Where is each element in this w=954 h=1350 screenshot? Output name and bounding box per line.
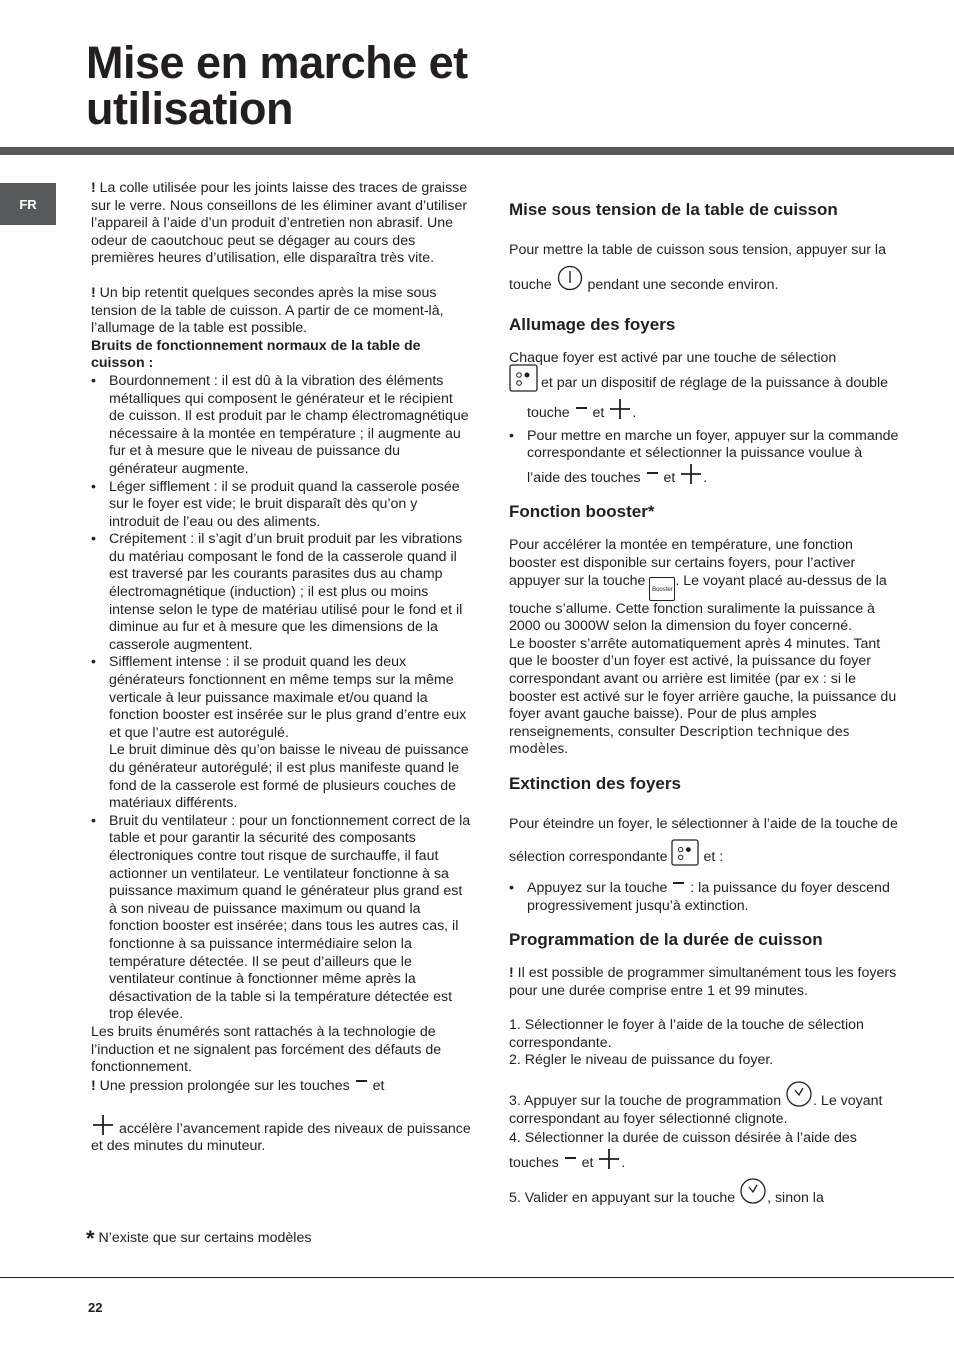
power-on-text [509,235,899,300]
list-item [509,880,899,915]
list-item-text: Crépitement : il s’agit d’un bruit produit par les vibrations du matériau composant le fond de la casserole quand il est traversé par les courants parasites dus au champ électromagnétique (induction) ; il est plus ou moins intense selon le type de matériau utilisé pour le fond et il diminue au fur et à mesure que les dimensions de la casserole augmentent. [109,531,463,653]
list-item: • Pour mettre en marche un foyer, appuyer sur la commande correspondante et sélectionner la puissance voulue à l’aide des touches et . [509,428,899,488]
booster-ref: Description technique des modèles [509,724,850,758]
asterisk-mark: * [86,1226,95,1251]
timer-step-5-a: 5. Valider en appuyant sur la touche [509,1190,736,1207]
page-title [86,37,468,134]
booster-icon [649,577,675,601]
timer-note [509,965,899,1000]
timer-step-5 [509,1177,899,1208]
left-column [91,180,471,1156]
noise-heading: Bruits de fonctionnement normaux de la table de cuisson : [91,337,421,372]
warning-mark: ! [91,1077,100,1094]
footnote [86,1226,311,1252]
plus-icon [609,398,631,420]
glue-warning-text: La colle utilisée pour les joints laisse des traces de graisse sur le verre. Nous conseillons de les éliminer avant d’utiliser l’appareil à l’aide d’un produit d’entretien non abrasif. Une odeur de caoutchouc peut se dégager au cours des premières heures d’utilisation, elle disparaîtra très vite. [91,180,468,267]
booster-text [509,537,899,635]
zone-on-list [509,428,899,488]
power-on-text-a: Pour mettre la table de cuisson sous tension, appuyer sur la touche [509,242,886,293]
timer-step-2: 2. Régler le niveau de puissance du foyer. [509,1052,774,1069]
heading-zone-off: Extinction des foyers [509,773,681,793]
long-press-text-c: accélère l’avancement rapide des niveaux de puissance et des minutes du minuteur. [91,1120,471,1155]
timer-icon [785,1080,813,1108]
zone-select-icon [671,839,699,866]
zone-off-text-a: Pour éteindre un foyer, le sélectionner à l’aide de la touche de sélection correspondante [509,815,898,865]
minus-icon [647,472,658,474]
long-press-text-a: Une pression prolongée sur les touches [99,1077,350,1094]
list-item [91,813,471,1024]
list-item [91,531,471,654]
list-item-text-b: : la puissance du foyer descend progressivement jusqu’à extinction. [527,879,890,914]
glue-warning [91,180,471,268]
list-item-text: Pour mettre en marche un foyer, appuyer sur la commande correspondante et sélectionner la puissance voulue à l’aide des touches [527,427,899,486]
list-item-text-extra: Le bruit diminue dès qu’on baisse le niveau de puissance du générateur autorégulé; il est plus manifeste quand le fond de la casserole est formé de plusieurs couches de matériaux différents. [109,742,469,812]
list-item [91,654,471,812]
list-item-and: et [663,469,676,486]
minus-icon [565,1157,576,1159]
plus-icon [92,1114,114,1136]
zone-off-text [509,809,899,872]
title-line-1: Mise en marche et [86,37,468,88]
list-item [91,373,471,479]
long-press-note-cont [91,1114,471,1156]
timer-step-1: 1. Sélectionner le foyer à l’aide de la touche de sélection correspondante. [509,1017,864,1051]
beep-note [91,285,471,338]
timer-step-3 [509,1080,899,1128]
power-on-text-b: pendant une seconde environ. [587,277,779,293]
long-press-and: et [372,1077,385,1094]
minus-icon [576,407,587,409]
heading-zone-on: Allumage des foyers [509,315,676,334]
timer-step-4: 4. Sélectionner la durée de cuisson désirée à l’aide des touches et . [509,1130,857,1172]
heading-power-on: Mise sous tension de la table de cuisson [509,200,838,219]
timer-icon [739,1177,767,1205]
booster-text-b: . Le voyant placé au-dessus de la touche s’allume. Cette fonction suralimente la puissance à 2000 ou 3000W selon la dimension du foyer concerné. [509,572,887,635]
zone-off-text-b: et : [703,848,724,865]
booster-text-c: Le booster s’arrête automatiquement après 4 minutes. Tant que le booster d’un foyer est activé, la puissance du foyer correspondant avant ou arrière est limitée (par ex : si le booster est activé sur le foyer arrière gauche, la puissance du foyer avant gauche baisse). Pour de plus amples renseignements, consulter [509,635,897,740]
timer-step-4-and: et [581,1155,594,1172]
list-item-text: Léger sifflement : il se produit quand la casserole posée sur le foyer est vide; le bruit disparaît dès qu’on y introduit de l’eau ou des aliments. [109,478,460,530]
warning-mark: ! [91,180,100,196]
zone-on-text-1: Chaque foyer est activé par une touche de sélection [509,350,837,366]
list-item-text: Appuyez sur la touche [527,879,668,896]
warning-mark: ! [91,284,100,301]
zone-on-and: et [592,404,605,421]
zone-off-list [509,880,899,915]
zone-select-icon [509,364,538,392]
minus-icon [673,882,684,884]
footnote-text: N’existe que sur certains modèles [98,1230,312,1246]
zone-on-text-b: et par un dispositif de réglage de la puissance à double touche [527,374,889,421]
heading-timer: Programmation de la durée de cuisson [509,930,823,950]
warning-mark: ! [509,965,518,982]
timer-step-3-b: . Le voyant correspondant au foyer sélectionné clignote. [509,1093,883,1127]
list-item [91,479,471,532]
timer-step-3-a: 3. Appuyer sur la touche de programmation [509,1093,782,1110]
plus-icon [598,1148,620,1170]
language-tab: FR [0,183,56,225]
booster-icon-label: Booster [652,586,673,593]
heading-booster: Fonction booster* [509,502,655,522]
beep-note-text: Un bip retentit quelques secondes après la mise sous tension de la table de cuisson. A partir de ce moment-là, l’allumage de la table est possible. [91,284,444,337]
timer-step-5-b: , sinon la [767,1190,824,1207]
right-column [509,199,899,1208]
list-item-text: Bruit du ventilateur : pour un fonctionnement correct de la table et pour garantir la sécurité des composants électroniques contre tout risque de surchauffe, il faut actionner un ventilateur. Le ventilateur fonctionne à sa puissance maximum quand le générateur plus grand est à son niveau de puissance maximum ou quand la fonction booster est insérée; dans tous les autres cas, il fonctionne à sa puissance intermédiaire selon la température détectée. Il se peut d’ailleurs que le ventilateur continue à fonctionner même après la désactivation de la table si la température détectée est trop élevée. [109,812,471,1023]
long-press-note [91,1077,471,1096]
booster-text-a: Pour accélérer la montée en température, une fonction booster est disponible sur certains foyers, pour l’activer appuyer sur la touche [509,537,856,589]
plus-icon [680,463,702,485]
power-icon [556,265,584,291]
timer-note-text: Il est possible de programmer simultanément tous les foyers pour une durée comprise entre 1 et 99 minutes. [509,965,897,999]
noise-list [91,373,471,1024]
booster-text-2: Le booster s’arrête automatiquement après 4 minutes. Tant que le booster d’un foyer est activé, la puissance du foyer correspondant avant ou arrière est limitée (par ex : si le booster est activé sur le foyer arrière gauche, la puissance du foyer avant gauche baisse). Pour de plus amples renseignements, consulter Description technique des modèles. [509,635,897,758]
list-item-text: Bourdonnement : il est dû à la vibration des éléments métalliques qui composent le générateur et le récipient de cuisson. Il est produit par le champ électromagnétique nécessaire à la montée en température ; il augmente au fur et à mesure que le niveau de puissance du générateur augmente. [109,372,469,477]
title-line-2: utilisation [86,83,293,134]
minus-icon [356,1080,367,1082]
footer-rule [0,1277,954,1278]
list-item-text: Sifflement intense : il se produit quand les deux générateurs fonctionnent en même temps sur la même verticale à leur puissance maximale et/ou quand la fonction booster est insérée sur le plus grand d’entre eux et que l’autre est autorégulé. [109,654,467,741]
title-rule [0,147,954,155]
zone-on-text-2: et par un dispositif de réglage de la puissance à double touche et . [509,368,899,428]
noise-conclusion: Les bruits énumérés sont rattachés à la technologie de l’induction et ne signalent pas forcément des défauts de fonctionnement. [91,1023,442,1076]
timer-step-4-a: 4. Sélectionner la durée de cuisson désirée à l’aide des touches [509,1130,857,1172]
page-number: 22 [88,1300,103,1315]
